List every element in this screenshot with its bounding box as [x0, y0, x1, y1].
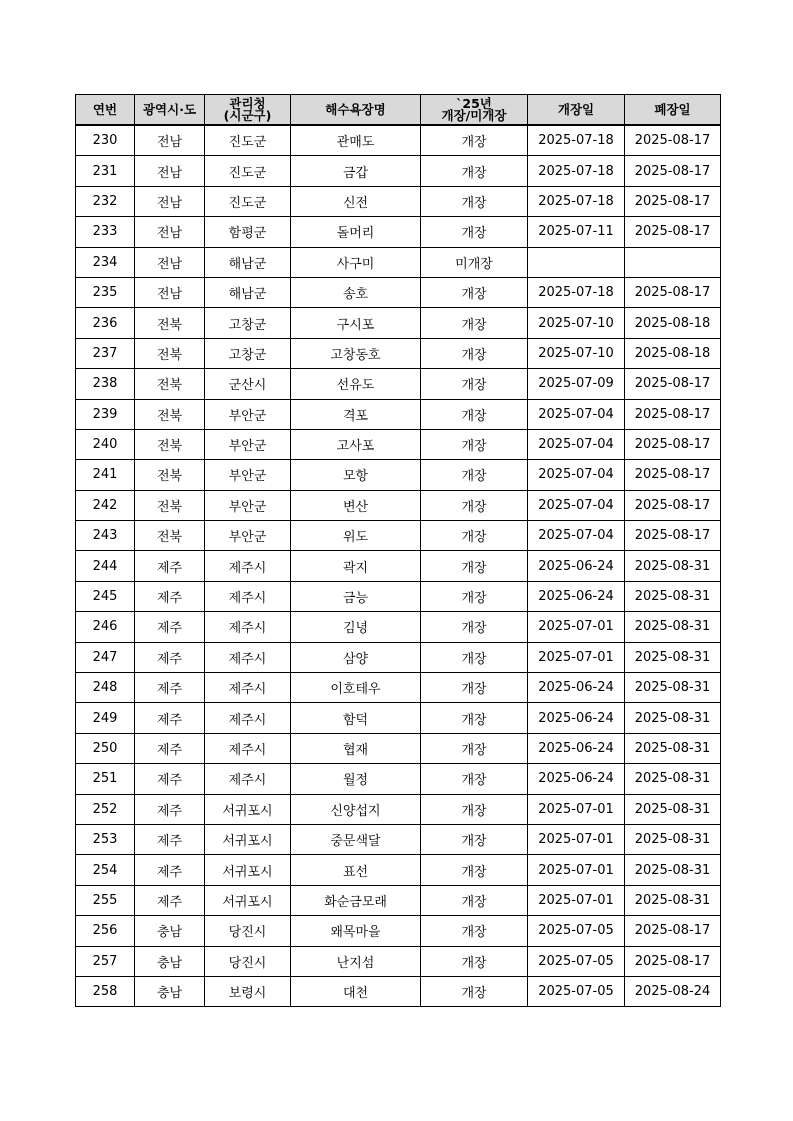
cell-office: 부안군: [205, 521, 291, 551]
cell-beach-name: 금갑: [291, 156, 421, 186]
table-row: [76, 217, 721, 247]
cell-office: 당진시: [205, 916, 291, 946]
table-row: [76, 308, 721, 338]
cell-region: 충남: [135, 946, 205, 976]
table-row: [76, 703, 721, 733]
cell-office: 제주시: [205, 551, 291, 581]
cell-region: 제주: [135, 703, 205, 733]
cell-region: 제주: [135, 612, 205, 642]
table-row: [76, 490, 721, 520]
table-row: [76, 551, 721, 581]
cell-open-date: [528, 247, 625, 277]
cell-status: 개장: [421, 855, 528, 885]
table-row: [76, 521, 721, 551]
table-row: [76, 976, 721, 1006]
cell-office: 제주시: [205, 612, 291, 642]
cell-beach-name: 돌머리: [291, 217, 421, 247]
cell-no: 242: [76, 490, 135, 520]
cell-beach-name: 김녕: [291, 612, 421, 642]
cell-office: 보령시: [205, 976, 291, 1006]
cell-no: 250: [76, 733, 135, 763]
cell-beach-name: 이호테우: [291, 673, 421, 703]
cell-beach-name: 위도: [291, 521, 421, 551]
cell-no: 239: [76, 399, 135, 429]
cell-close-date: 2025-08-17: [625, 521, 721, 551]
cell-no: 256: [76, 916, 135, 946]
cell-close-date: 2025-08-31: [625, 612, 721, 642]
header-status: [421, 95, 528, 126]
cell-no: 237: [76, 338, 135, 368]
cell-office: 진도군: [205, 186, 291, 216]
cell-open-date: 2025-07-05: [528, 916, 625, 946]
cell-no: 244: [76, 551, 135, 581]
cell-no: 238: [76, 369, 135, 399]
cell-status: 개장: [421, 703, 528, 733]
cell-close-date: 2025-08-17: [625, 125, 721, 156]
cell-status: 개장: [421, 673, 528, 703]
cell-office: 해남군: [205, 277, 291, 307]
header-office-line2: (시군구): [223, 107, 272, 123]
cell-region: 전남: [135, 277, 205, 307]
cell-office: 서귀포시: [205, 794, 291, 824]
cell-region: 전남: [135, 247, 205, 277]
table-row: [76, 277, 721, 307]
cell-no: 236: [76, 308, 135, 338]
cell-office: 군산시: [205, 369, 291, 399]
cell-region: 전남: [135, 156, 205, 186]
cell-open-date: 2025-07-04: [528, 460, 625, 490]
table-row: [76, 946, 721, 976]
cell-status: 개장: [421, 369, 528, 399]
cell-open-date: 2025-06-24: [528, 581, 625, 611]
cell-close-date: 2025-08-24: [625, 976, 721, 1006]
cell-no: 258: [76, 976, 135, 1006]
cell-status: 개장: [421, 460, 528, 490]
cell-status: 개장: [421, 642, 528, 672]
cell-beach-name: 함덕: [291, 703, 421, 733]
cell-office: 부안군: [205, 399, 291, 429]
cell-no: 253: [76, 824, 135, 854]
cell-close-date: 2025-08-31: [625, 733, 721, 763]
cell-beach-name: 신양섭지: [291, 794, 421, 824]
table-row: [76, 186, 721, 216]
table-row: [76, 369, 721, 399]
cell-open-date: 2025-07-01: [528, 642, 625, 672]
cell-close-date: 2025-08-17: [625, 217, 721, 247]
table-row: [76, 733, 721, 763]
cell-status: 개장: [421, 156, 528, 186]
cell-office: 제주시: [205, 703, 291, 733]
cell-region: 제주: [135, 824, 205, 854]
cell-status: 개장: [421, 125, 528, 156]
cell-beach-name: 고창동호: [291, 338, 421, 368]
cell-close-date: 2025-08-31: [625, 824, 721, 854]
table-row: [76, 156, 721, 186]
cell-beach-name: 관매도: [291, 125, 421, 156]
cell-no: 243: [76, 521, 135, 551]
cell-open-date: 2025-07-01: [528, 824, 625, 854]
cell-no: 231: [76, 156, 135, 186]
cell-no: 245: [76, 581, 135, 611]
table-row: [76, 612, 721, 642]
cell-close-date: 2025-08-17: [625, 399, 721, 429]
cell-beach-name: 곽지: [291, 551, 421, 581]
cell-status: 개장: [421, 551, 528, 581]
cell-office: 제주시: [205, 733, 291, 763]
cell-close-date: 2025-08-31: [625, 703, 721, 733]
cell-open-date: 2025-07-01: [528, 855, 625, 885]
cell-beach-name: 사구미: [291, 247, 421, 277]
cell-close-date: 2025-08-18: [625, 308, 721, 338]
cell-beach-name: 삼양: [291, 642, 421, 672]
cell-no: 254: [76, 855, 135, 885]
cell-close-date: 2025-08-17: [625, 916, 721, 946]
cell-region: 제주: [135, 733, 205, 763]
cell-status: 개장: [421, 581, 528, 611]
cell-region: 제주: [135, 581, 205, 611]
table-row: [76, 338, 721, 368]
cell-no: 247: [76, 642, 135, 672]
cell-office: 서귀포시: [205, 885, 291, 915]
cell-region: 전북: [135, 369, 205, 399]
cell-status: 개장: [421, 399, 528, 429]
header-region: 광역시·도: [135, 95, 205, 126]
table-row: [76, 247, 721, 277]
cell-close-date: 2025-08-18: [625, 338, 721, 368]
cell-close-date: 2025-08-17: [625, 946, 721, 976]
cell-close-date: 2025-08-17: [625, 277, 721, 307]
cell-region: 전남: [135, 186, 205, 216]
table-row: [76, 460, 721, 490]
cell-open-date: 2025-07-01: [528, 794, 625, 824]
cell-office: 부안군: [205, 460, 291, 490]
header-office-line1: 관리청: [229, 95, 266, 111]
cell-beach-name: 송호: [291, 277, 421, 307]
cell-region: 제주: [135, 642, 205, 672]
header-status-line2: 개장/미개장: [441, 107, 507, 123]
header-close-date: 폐장일: [625, 95, 721, 126]
cell-status: 개장: [421, 824, 528, 854]
cell-region: 제주: [135, 855, 205, 885]
cell-beach-name: 대천: [291, 976, 421, 1006]
cell-region: 전북: [135, 338, 205, 368]
cell-open-date: 2025-07-05: [528, 976, 625, 1006]
cell-no: 246: [76, 612, 135, 642]
cell-office: 제주시: [205, 764, 291, 794]
cell-region: 전북: [135, 429, 205, 459]
table-header: [76, 95, 721, 126]
cell-office: 고창군: [205, 338, 291, 368]
cell-close-date: 2025-08-17: [625, 369, 721, 399]
cell-status: 미개장: [421, 247, 528, 277]
cell-close-date: 2025-08-31: [625, 581, 721, 611]
header-open-date: 개장일: [528, 95, 625, 126]
cell-open-date: 2025-07-10: [528, 338, 625, 368]
cell-close-date: 2025-08-31: [625, 885, 721, 915]
cell-no: 233: [76, 217, 135, 247]
cell-office: 고창군: [205, 308, 291, 338]
cell-office: 제주시: [205, 642, 291, 672]
cell-beach-name: 모항: [291, 460, 421, 490]
cell-status: 개장: [421, 916, 528, 946]
cell-status: 개장: [421, 490, 528, 520]
cell-beach-name: 협재: [291, 733, 421, 763]
cell-close-date: 2025-08-17: [625, 490, 721, 520]
cell-status: 개장: [421, 612, 528, 642]
cell-open-date: 2025-07-11: [528, 217, 625, 247]
cell-office: 해남군: [205, 247, 291, 277]
cell-close-date: 2025-08-17: [625, 156, 721, 186]
cell-status: 개장: [421, 277, 528, 307]
cell-open-date: 2025-06-24: [528, 551, 625, 581]
header-row: [76, 95, 721, 126]
cell-status: 개장: [421, 217, 528, 247]
cell-close-date: 2025-08-17: [625, 186, 721, 216]
cell-open-date: 2025-06-24: [528, 703, 625, 733]
cell-close-date: 2025-08-17: [625, 429, 721, 459]
cell-region: 제주: [135, 885, 205, 915]
cell-open-date: 2025-06-24: [528, 673, 625, 703]
table-row: [76, 824, 721, 854]
cell-open-date: 2025-07-01: [528, 612, 625, 642]
cell-region: 전남: [135, 217, 205, 247]
beach-schedule-table: [75, 94, 721, 1007]
cell-beach-name: 구시포: [291, 308, 421, 338]
cell-open-date: 2025-07-04: [528, 429, 625, 459]
table-row: [76, 916, 721, 946]
cell-close-date: 2025-08-31: [625, 551, 721, 581]
cell-status: 개장: [421, 308, 528, 338]
cell-no: 251: [76, 764, 135, 794]
header-status-line1: `25년: [456, 95, 492, 111]
header-office: [205, 95, 291, 126]
cell-no: 240: [76, 429, 135, 459]
cell-office: 제주시: [205, 581, 291, 611]
cell-beach-name: 화순금모래: [291, 885, 421, 915]
cell-no: 232: [76, 186, 135, 216]
cell-office: 진도군: [205, 156, 291, 186]
cell-open-date: 2025-07-05: [528, 946, 625, 976]
table-row: [76, 399, 721, 429]
cell-beach-name: 고사포: [291, 429, 421, 459]
cell-office: 당진시: [205, 946, 291, 976]
cell-office: 제주시: [205, 673, 291, 703]
table-row: [76, 764, 721, 794]
cell-beach-name: 중문색달: [291, 824, 421, 854]
cell-close-date: 2025-08-31: [625, 764, 721, 794]
cell-office: 서귀포시: [205, 824, 291, 854]
cell-status: 개장: [421, 429, 528, 459]
cell-beach-name: 선유도: [291, 369, 421, 399]
cell-beach-name: 왜목마을: [291, 916, 421, 946]
cell-close-date: 2025-08-17: [625, 460, 721, 490]
cell-no: 235: [76, 277, 135, 307]
cell-open-date: 2025-07-01: [528, 885, 625, 915]
cell-no: 234: [76, 247, 135, 277]
cell-region: 제주: [135, 673, 205, 703]
cell-status: 개장: [421, 186, 528, 216]
cell-close-date: 2025-08-31: [625, 794, 721, 824]
table-body: [76, 125, 721, 1007]
cell-no: 252: [76, 794, 135, 824]
table-row: [76, 794, 721, 824]
cell-open-date: 2025-07-09: [528, 369, 625, 399]
table-row: [76, 855, 721, 885]
cell-beach-name: 격포: [291, 399, 421, 429]
cell-open-date: 2025-07-18: [528, 277, 625, 307]
cell-region: 전북: [135, 308, 205, 338]
cell-open-date: 2025-06-24: [528, 733, 625, 763]
cell-region: 전남: [135, 125, 205, 156]
cell-status: 개장: [421, 794, 528, 824]
cell-region: 전북: [135, 521, 205, 551]
table-row: [76, 581, 721, 611]
table-row: [76, 125, 721, 156]
header-beach: 해수욕장명: [291, 95, 421, 126]
cell-beach-name: 표선: [291, 855, 421, 885]
cell-status: 개장: [421, 764, 528, 794]
header-no: 연번: [76, 95, 135, 126]
cell-status: 개장: [421, 733, 528, 763]
cell-office: 부안군: [205, 490, 291, 520]
cell-open-date: 2025-07-18: [528, 125, 625, 156]
table-row: [76, 429, 721, 459]
cell-close-date: [625, 247, 721, 277]
cell-close-date: 2025-08-31: [625, 855, 721, 885]
cell-open-date: 2025-06-24: [528, 764, 625, 794]
cell-no: 230: [76, 125, 135, 156]
cell-status: 개장: [421, 946, 528, 976]
cell-region: 제주: [135, 794, 205, 824]
cell-status: 개장: [421, 976, 528, 1006]
table-row: [76, 673, 721, 703]
cell-no: 249: [76, 703, 135, 733]
cell-no: 257: [76, 946, 135, 976]
table-row: [76, 642, 721, 672]
cell-open-date: 2025-07-04: [528, 490, 625, 520]
cell-no: 241: [76, 460, 135, 490]
cell-beach-name: 변산: [291, 490, 421, 520]
cell-status: 개장: [421, 521, 528, 551]
cell-close-date: 2025-08-31: [625, 642, 721, 672]
cell-no: 248: [76, 673, 135, 703]
cell-beach-name: 월정: [291, 764, 421, 794]
cell-region: 전북: [135, 490, 205, 520]
cell-open-date: 2025-07-04: [528, 399, 625, 429]
cell-close-date: 2025-08-31: [625, 673, 721, 703]
cell-region: 제주: [135, 551, 205, 581]
cell-beach-name: 난지섬: [291, 946, 421, 976]
cell-region: 충남: [135, 976, 205, 1006]
cell-open-date: 2025-07-10: [528, 308, 625, 338]
cell-region: 충남: [135, 916, 205, 946]
cell-status: 개장: [421, 885, 528, 915]
cell-office: 함평군: [205, 217, 291, 247]
cell-open-date: 2025-07-04: [528, 521, 625, 551]
cell-region: 전북: [135, 460, 205, 490]
cell-office: 진도군: [205, 125, 291, 156]
cell-open-date: 2025-07-18: [528, 186, 625, 216]
cell-open-date: 2025-07-18: [528, 156, 625, 186]
cell-no: 255: [76, 885, 135, 915]
cell-beach-name: 금능: [291, 581, 421, 611]
cell-region: 제주: [135, 764, 205, 794]
cell-region: 전북: [135, 399, 205, 429]
cell-beach-name: 신전: [291, 186, 421, 216]
cell-office: 부안군: [205, 429, 291, 459]
cell-office: 서귀포시: [205, 855, 291, 885]
table-row: [76, 885, 721, 915]
cell-status: 개장: [421, 338, 528, 368]
